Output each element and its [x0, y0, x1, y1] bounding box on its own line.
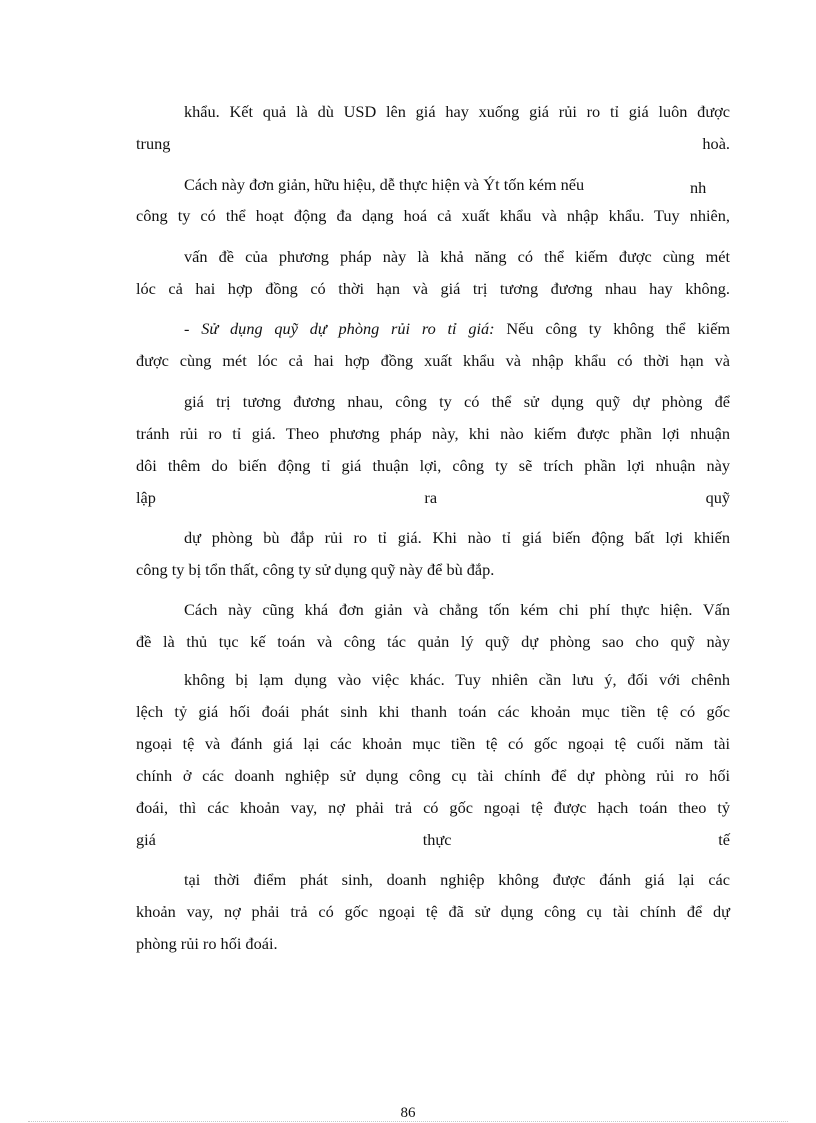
text-line: giá trị tương đương nhau, công ty có thể sử dụng quỹ dự phòng để: [184, 392, 730, 411]
text-line: ngoại tệ và đánh giá lại các khoản mục tiền tệ có gốc ngoại tệ cuối năm tài: [136, 734, 730, 753]
text-line: lập ra quỹ: [136, 488, 730, 507]
text-line: dôi thêm do biến động tỉ giá thuận lợi, công ty sẽ trích phần lợi nhuận này: [136, 456, 730, 475]
text-line: công ty bị tổn thất, công ty sử dụng quỹ này để bù đắp.: [136, 560, 495, 579]
text-line: [184, 317, 730, 341]
text-line: không bị lạm dụng vào việc khác. Tuy nhiên cần lưu ý, đối với chênh: [184, 670, 730, 689]
text-line: đề là thủ tục kế toán và công tác quản lý quỹ dự phòng sao cho quỹ này: [136, 632, 730, 651]
text-fragment: nh: [690, 178, 707, 197]
text-line: Cách này cũng khá đơn giản và chẳng tốn kém chi phí thực hiện. Vấn: [184, 600, 730, 619]
text-line: công ty có thể hoạt động đa dạng hoá cả xuất khẩu và nhập khẩu. Tuy nhiên,: [136, 206, 730, 225]
text-line: lệch tỷ giá hối đoái phát sinh khi thanh toán các khoản mục tiền tệ có gốc: [136, 702, 730, 721]
text-line: khoản vay, nợ phải trả có gốc ngoại tệ đã sử dụng công cụ tài chính để dự: [136, 902, 730, 921]
text-line: phòng rủi ro hối đoái.: [136, 934, 278, 953]
text-line: lóc cả hai hợp đồng có thời hạn và giá trị tương đương nhau hay không.: [136, 279, 730, 298]
text-line: khẩu. Kết quả là dù USD lên giá hay xuống giá rủi ro tỉ giá luôn được: [184, 102, 730, 121]
text-line: vấn đề của phương pháp này là khả năng có thể kiếm được cùng mét: [184, 247, 730, 266]
text-line: tại thời điểm phát sinh, doanh nghiệp không được đánh giá lại các: [184, 870, 730, 889]
text-run: Nếu công ty không thể kiếm: [506, 319, 731, 338]
text-line: đoái, thì các khoản vay, nợ phải trả có gốc ngoại tệ được hạch toán theo tỷ: [136, 798, 730, 817]
footer-divider: [28, 1121, 788, 1122]
text-line: tránh rủi ro tỉ giá. Theo phương pháp này, khi nào kiếm được phần lợi nhuận: [136, 424, 730, 443]
text-line: chính ở các doanh nghiệp sử dụng công cụ tài chính để dự phòng rủi ro hối: [136, 766, 730, 785]
text-line: giá thực tế: [136, 830, 730, 849]
text-line: được cùng mét lóc cả hai hợp đồng xuất khẩu và nhập khẩu có thời hạn và: [136, 351, 730, 370]
text-line: Cách này đơn giản, hữu hiệu, dễ thực hiện và Ýt tốn kém nếu: [184, 175, 585, 194]
text-line: dự phòng bù đắp rủi ro tỉ giá. Khi nào tỉ giá biến động bất lợi khiến: [184, 528, 730, 547]
section-heading: - Sử dụng quỹ dự phòng rủi ro tỉ giá:: [184, 319, 495, 338]
text-line: trung hoà.: [136, 134, 730, 153]
page-number: 86: [400, 1105, 416, 1121]
